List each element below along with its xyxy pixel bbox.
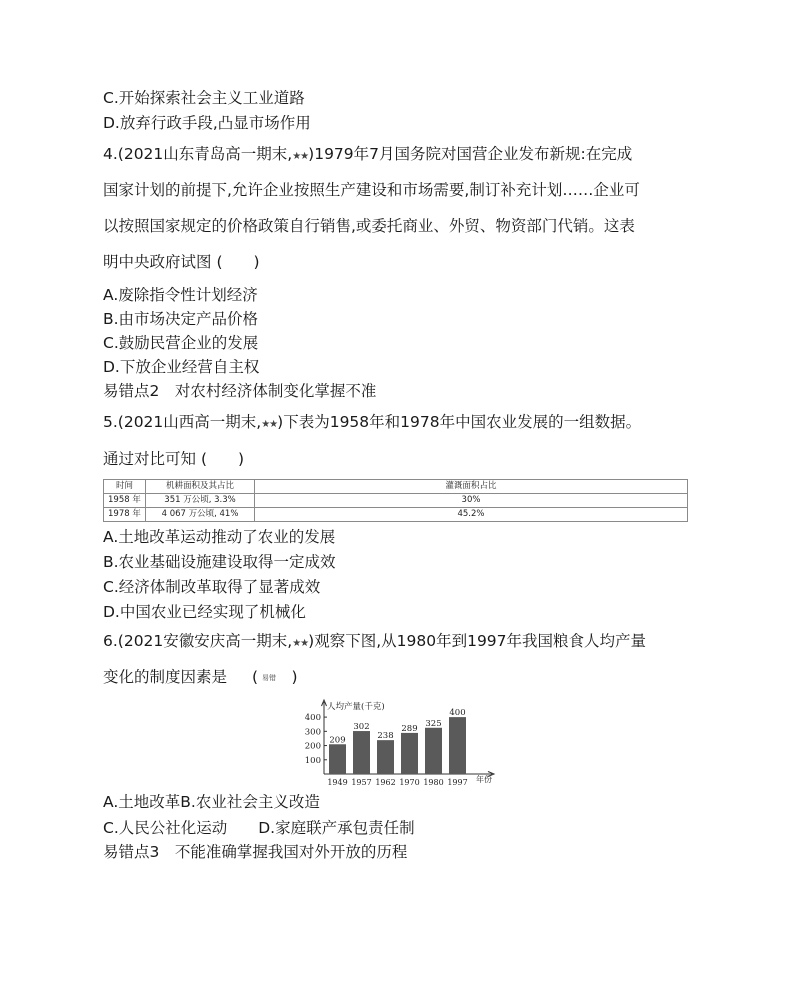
difficulty-star-icon: ★★: [292, 151, 309, 162]
q5-option-d: D.中国农业已经实现了机械化: [103, 603, 306, 621]
q4-stem-line1: [103, 144, 632, 167]
data-table: [103, 479, 688, 522]
q5-stem-text: )下表为1958年和1978年中国农业发展的一组数据。: [277, 413, 642, 431]
q5-source: 5.(2021山西高一期末,: [103, 413, 262, 431]
q5-option-c: C.经济体制改革取得了显著成效: [103, 578, 321, 596]
q3-option-d: D.放弃行政手段,凸显市场作用: [103, 114, 311, 132]
q5-stem-text: 通过对比可知: [103, 450, 197, 468]
x-tick-label: 1949: [327, 778, 348, 787]
bar-value-label: 238: [377, 731, 394, 742]
bar: [401, 733, 418, 774]
table-cell: 1978 年: [104, 508, 146, 522]
q5-stem-line2: [103, 449, 244, 469]
q4-stem-line2: 国家计划的前提下,允许企业按照生产建设和市场需要,制订补充计划……企业可: [103, 181, 640, 199]
q4-option-b: B.由市场决定产品价格: [103, 310, 259, 328]
q5-option-b: B.农业基础设施建设取得一定成效: [103, 553, 336, 571]
y-tick-label: 200: [304, 741, 321, 752]
table-header-row: [104, 480, 688, 494]
q6-options-line2: C.人民公社化运动 D.家庭联产承包责任制: [103, 819, 415, 837]
q4-source: 4.(2021山东青岛高一期末,: [103, 145, 293, 163]
table-cell: 351 万公顷, 3.3%: [146, 494, 255, 508]
q5-stem-line1: [103, 412, 641, 435]
table-cell: 4 067 万公顷, 41%: [146, 508, 255, 522]
table-header: 机耕面积及其占比: [146, 480, 255, 494]
x-tick-label: 1957: [351, 778, 372, 787]
x-tick-label: 1997: [447, 778, 468, 787]
bar-value-label: 400: [449, 708, 466, 719]
table-header: 时间: [104, 480, 146, 494]
section-heading-2: 易错点2 对农村经济体制变化掌握不准: [103, 382, 377, 400]
y-tick-label: 400: [304, 713, 321, 724]
bar: [353, 731, 370, 774]
x-tick-label: 1962: [375, 778, 396, 787]
bar: [377, 740, 394, 774]
table-row: [104, 494, 688, 508]
answer-blank: ( ): [216, 253, 260, 271]
q6-stem-text: 变化的制度因素是: [103, 668, 228, 686]
y-tick-label: 100: [304, 755, 321, 766]
y-tick-label: 300: [304, 727, 321, 738]
q6-stem-line1: [103, 631, 646, 654]
q4-stem-text: )1979年7月国务院对国营企业发布新规:在完成: [308, 145, 633, 163]
x-tick-label: 1970: [399, 778, 420, 787]
answer-blank: ( 易错 ): [251, 668, 298, 686]
bar-value-label: 325: [425, 718, 442, 729]
difficulty-star-icon: ★★: [261, 419, 278, 430]
answer-blank: ( ): [200, 450, 245, 468]
bar: [329, 744, 346, 774]
table-header: 灌溉面积占比: [255, 480, 688, 494]
y-axis-title: 人均产量(千克): [327, 702, 385, 712]
bar: [425, 728, 442, 774]
table-row: [104, 508, 688, 522]
table-cell: 45.2%: [255, 508, 688, 522]
q4-option-c: C.鼓励民营企业的发展: [103, 334, 259, 352]
q4-option-a: A.废除指令性计划经济: [103, 286, 258, 304]
bar-value-label: 289: [401, 723, 418, 734]
q4-option-d: D.下放企业经营自主权: [103, 358, 260, 376]
x-axis-title: 年份: [476, 775, 492, 784]
q6-source: 6.(2021安徽安庆高一期末,: [103, 632, 293, 650]
q6-stem-text: )观察下图,从1980年到1997年我国粮食人均产量: [308, 632, 647, 650]
q4-stem-line4: [103, 252, 260, 272]
bar-value-label: 302: [353, 722, 370, 733]
chart-bars: [329, 717, 466, 774]
q5-option-a: A.土地改革运动推动了农业的发展: [103, 528, 336, 546]
table-cell: 1958 年: [104, 494, 146, 508]
section-heading-3: 易错点3 不能准确掌握我国对外开放的历程: [103, 843, 408, 861]
q3-option-c: C.开始探索社会主义工业道路: [103, 89, 305, 107]
q4-stem-line3: 以按照国家规定的价格政策自行销售,或委托商业、外贸、物资部门代销。这表: [103, 217, 635, 235]
table-cell: 30%: [255, 494, 688, 508]
q6-options-line1: A.土地改革B.农业社会主义改造: [103, 793, 320, 811]
grain-output-bar-chart: [292, 693, 512, 793]
difficulty-star-icon: ★★: [292, 638, 309, 649]
error-prone-hint: 易错: [262, 673, 277, 682]
bar: [449, 717, 466, 774]
bar-value-label: 209: [329, 735, 346, 746]
q6-stem-line2: [103, 667, 298, 688]
x-tick-label: 1980: [423, 778, 444, 787]
q4-stem-text: 明中央政府试图: [103, 253, 212, 271]
